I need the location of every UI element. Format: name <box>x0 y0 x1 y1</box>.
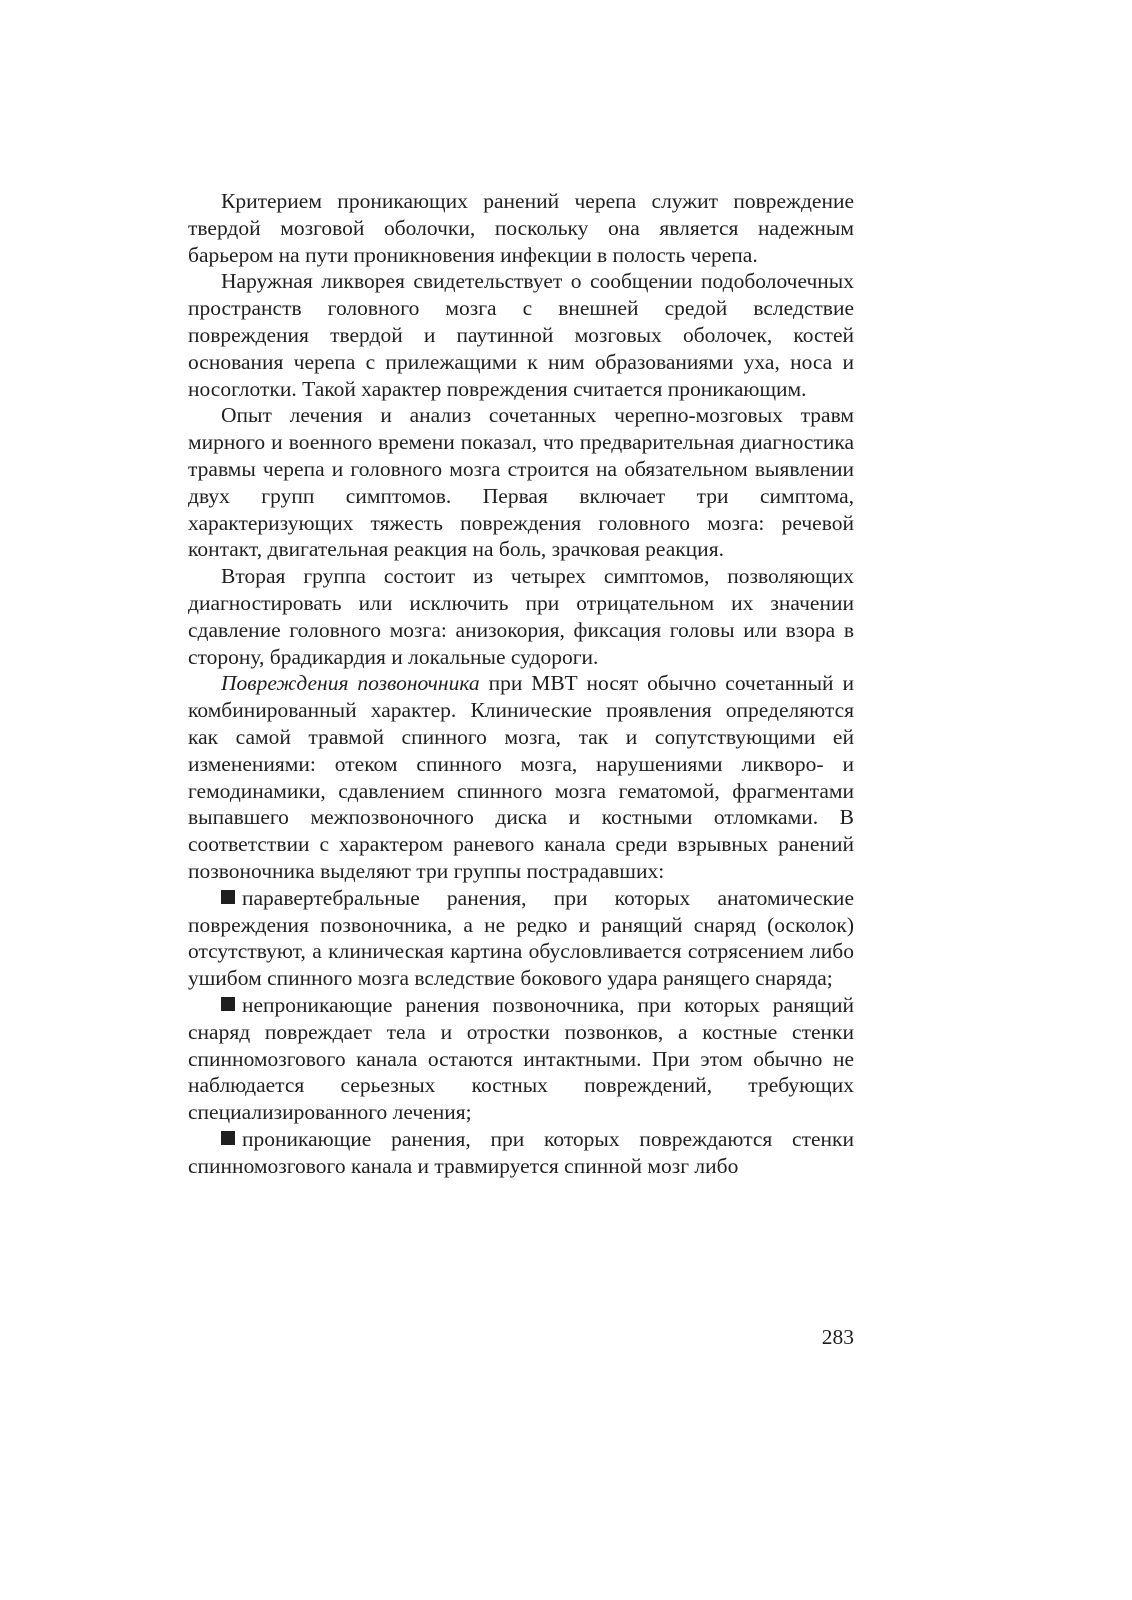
bullet-item-penetrating <box>188 1126 854 1180</box>
bullet-item-text: проникающие ранения, при которых повреждаются стенки спинномозгового канала и травмируется спинной мозг либо <box>188 1126 854 1178</box>
page-number: 283 <box>821 1325 854 1349</box>
paragraph-liquorrhea: Наружная ликворея свидетельствует о сообщении подоболочечных пространств головного мозга с внешней средой вследствие повреждения твердой и паутинной мозговых оболочек, костей основания черепа с прилежащими к ним образованиями уха, носа и носоглотки. Такой характер повреждения считается проникающим. <box>188 269 854 401</box>
body-text <box>188 188 854 1179</box>
square-bullet-icon <box>221 890 235 904</box>
bullet-item-text: паравертебральные ранения, при которых анатомические повреждения позвоночника, а не редко и ранящий снаряд (осколок) отсутствуют, а клиническая картина обусловливается сотрясением либо ушибом спинного мозга вследствие бокового удара ранящего снаряда; <box>188 885 854 991</box>
square-bullet-icon <box>221 997 235 1011</box>
paragraph-spine-injuries <box>188 670 854 884</box>
bullet-item-paravertebral <box>188 885 854 992</box>
square-bullet-icon <box>221 1131 235 1145</box>
spine-injuries-text: при МВТ носят обычно сочетанный и комбинированный характер. Клинические проявления определяются как самой травмой спинного мозга, так и сопутствующими ей изменениями: отеком спинного мозга, нарушениями ликворо- и гемодинамики, сдавлением спинного мозга гематомой, фрагментами выпавшего межпозвоночного диска и костными отломками. В соответствии с характером раневого канала среди взрывных ранений позвоночника выделяют три группы пострадавших: <box>188 671 854 883</box>
bullet-item-text: непроникающие ранения позвоночника, при которых ранящий снаряд повреждает тела и отростки позвонков, а костные стенки спинномозгового канала остаются интактными. При этом обычно не наблюдается серьезных костных повреждений, требующих специализированного лечения; <box>188 992 854 1125</box>
bullet-item-nonpenetrating <box>188 992 854 1126</box>
paragraph-second-group: Вторая группа состоит из четырех симптомов, позволяющих диагностировать или исключить при отрицательном их значении сдавление головного мозга: анизокория, фиксация головы или взора в сторону, брадикардия и локальные судороги. <box>188 564 854 669</box>
paragraph-skull-criteria: Критерием проникающих ранений черепа служит повреждение твердой мозговой оболочки, поскольку она является надежным барьером на пути проникновения инфекции в полость черепа. <box>188 189 854 267</box>
paragraph-diagnostics: Опыт лечения и анализ сочетанных черепно-мозговых травм мирного и военного времени показал, что предварительная диагностика травмы черепа и головного мозга строится на обязательном выявлении двух групп симптомов. Первая включает три симптома, характеризующих тяжесть повреждения головного мозга: речевой контакт, двигательная реакция на боль, зрачковая реакция. <box>188 403 854 562</box>
spine-injuries-term: Повреждения позвоночника <box>221 671 480 696</box>
